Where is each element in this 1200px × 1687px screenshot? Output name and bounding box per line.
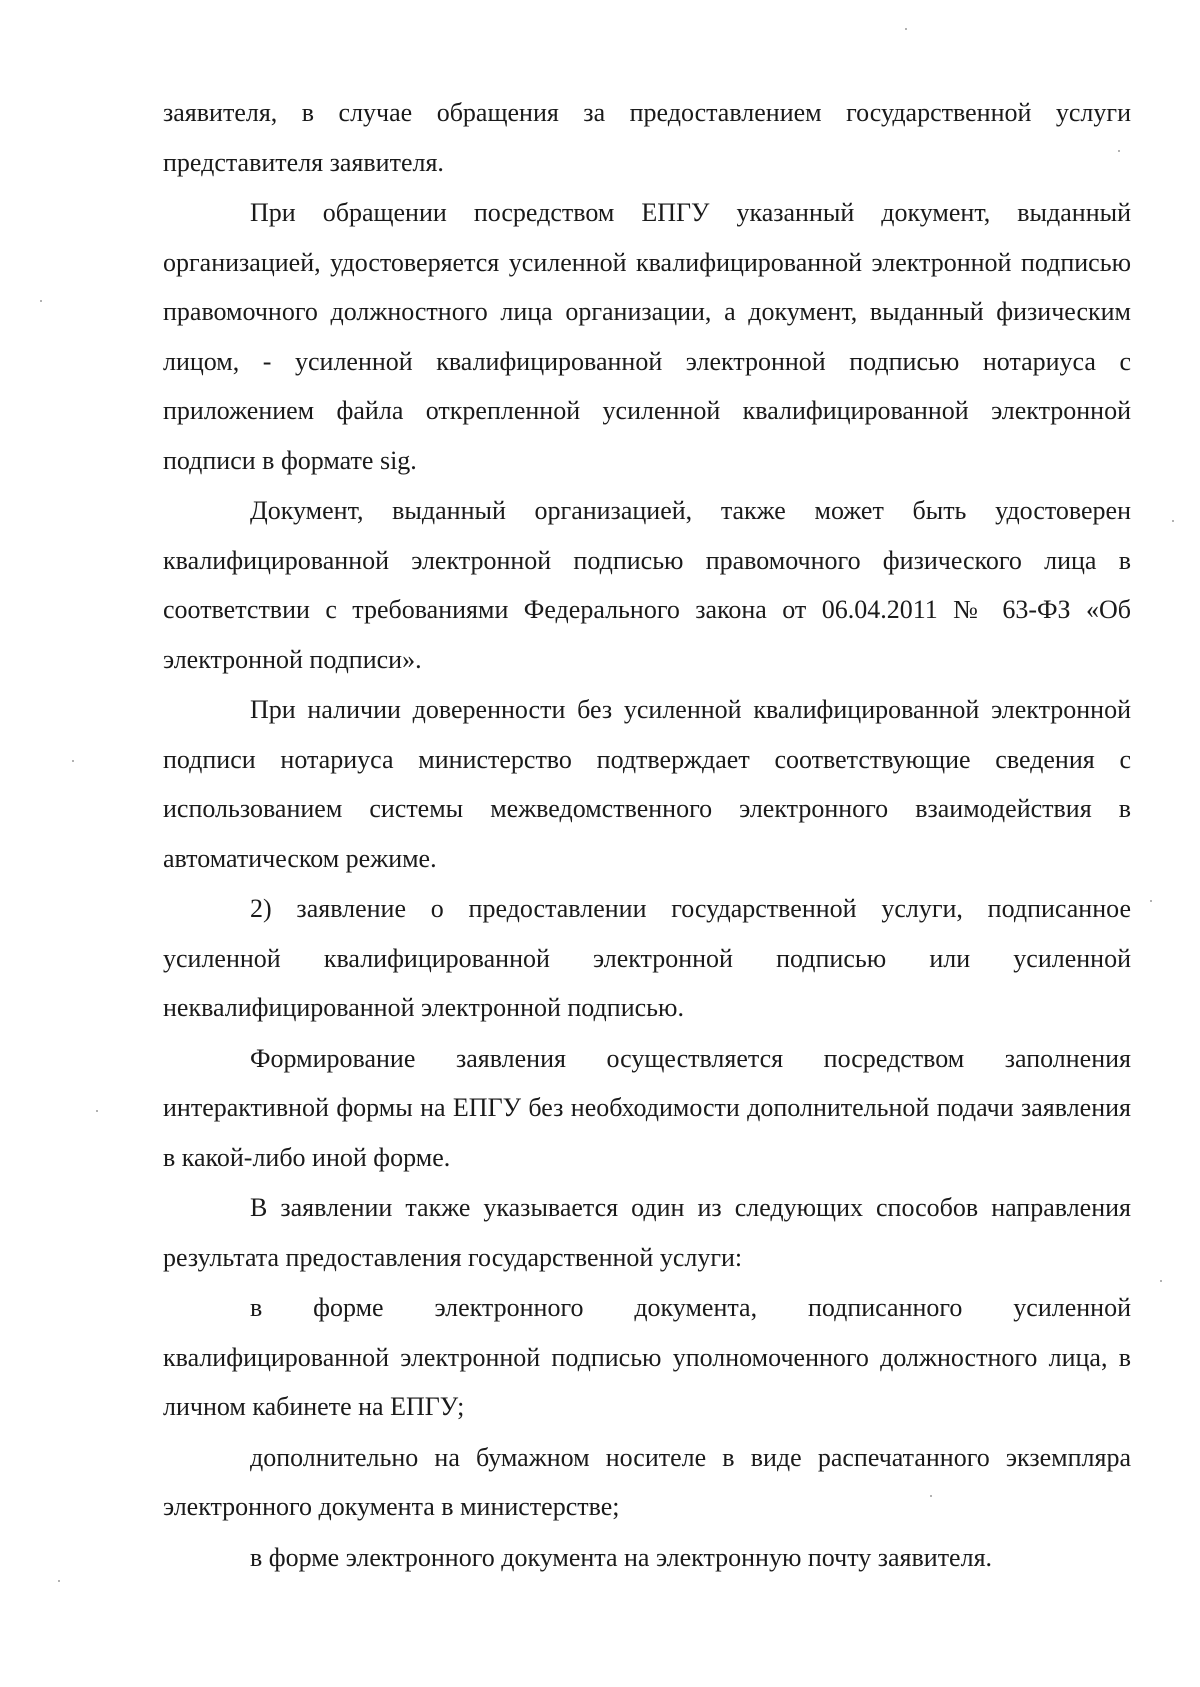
scan-speck: [1118, 150, 1120, 152]
paragraph-continuation: заявителя, в случае обращения за предоставлением государственной услуги представителя заявителя.: [163, 98, 1131, 177]
scan-speck: [72, 760, 74, 762]
paragraph-application-item-2: 2) заявление о предоставлении государственной услуги, подписанное усиленной квалифицированной электронной подписью или усиленной неквалифицированной электронной подписью.: [163, 894, 1131, 1022]
paragraph-organization-document: Документ, выданный организацией, также может быть удостоверен квалифицированной электронной подписью правомочного физического лица в соответствии с требованиями Федерального закона от 06.04.2011 № 63-ФЗ «Об электронной подписи».: [163, 496, 1131, 674]
paragraph-epgu-certification: При обращении посредством ЕПГУ указанный документ, выданный организацией, удостоверяется усиленной квалифицированной электронной подписью правомочного должностного лица организации, а документ, выданный физическим лицом, - усиленной квалифицированной электронной подписью нотариуса с приложением файла открепленной усиленной квалифицированной электронной подписи в формате sig.: [163, 198, 1131, 475]
scan-speck: [40, 300, 42, 302]
document-body: [163, 88, 1131, 1582]
list-item-email: в форме электронного документа на электронную почту заявителя.: [250, 1542, 993, 1572]
scan-speck: [930, 1495, 932, 1497]
scan-speck: [1150, 900, 1152, 902]
list-item-personal-cabinet: в форме электронного документа, подписанного усиленной квалифицированной электронной подписью уполномоченного должностного лица, в личном кабинете на ЕПГУ;: [163, 1293, 1131, 1421]
scan-speck: [58, 1580, 60, 1582]
paragraph-power-of-attorney: При наличии доверенности без усиленной квалифицированной электронной подписи нотариуса министерство подтверждает соответствующие сведения с использованием системы межведомственного электронного взаимодействия в автоматическом режиме.: [163, 695, 1131, 873]
list-item-paper-copy: дополнительно на бумажном носителе в виде распечатанного экземпляра электронного документа в министерстве;: [163, 1442, 1131, 1521]
scan-speck: [905, 28, 907, 30]
paragraph-result-methods: В заявлении также указывается один из следующих способов направления результата предоставления государственной услуги:: [163, 1193, 1131, 1272]
scan-speck: [96, 1110, 98, 1112]
scan-speck: [1160, 1280, 1162, 1282]
scan-speck: [1172, 520, 1174, 522]
paragraph-application-forming: Формирование заявления осуществляется посредством заполнения интерактивной формы на ЕПГУ без необходимости дополнительной подачи заявления в какой-либо иной форме.: [163, 1043, 1131, 1172]
